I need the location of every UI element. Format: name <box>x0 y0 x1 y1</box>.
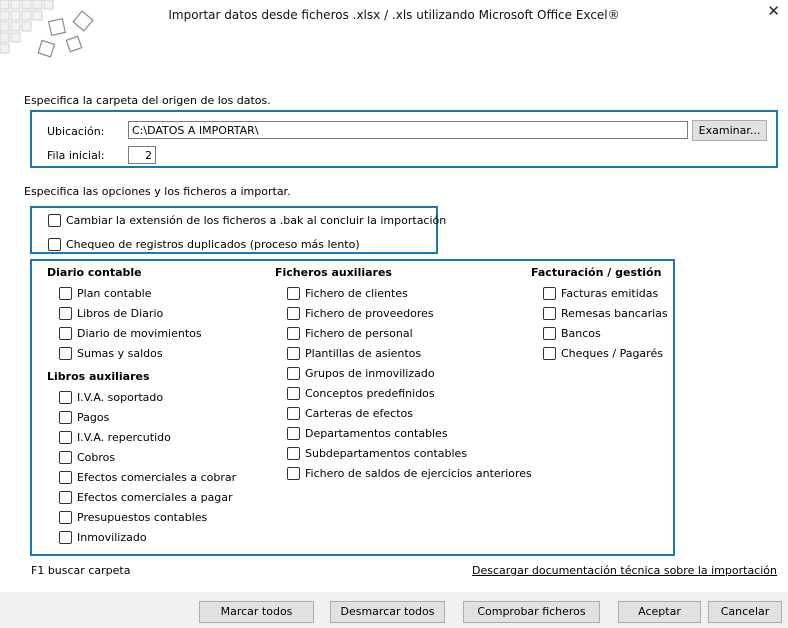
file-item[interactable] <box>287 283 532 303</box>
unmark-all-button[interactable]: Desmarcar todos <box>330 601 445 623</box>
file-label: Fichero de personal <box>305 326 413 340</box>
options-section-label: Especifica las opciones y los ficheros a importar. <box>24 185 291 198</box>
file-item[interactable] <box>287 303 532 323</box>
checkbox[interactable] <box>59 491 72 504</box>
files-group <box>30 259 675 556</box>
checkbox[interactable] <box>59 307 72 320</box>
file-item[interactable] <box>287 323 532 343</box>
file-item[interactable] <box>59 427 236 447</box>
libros-title: Libros auxiliares <box>47 370 150 383</box>
checkbox[interactable] <box>48 238 61 251</box>
option-check-duplicates[interactable] <box>48 234 436 254</box>
column-ficheros <box>275 263 532 483</box>
file-label: Plantillas de asientos <box>305 346 422 360</box>
start-row-input[interactable] <box>128 146 156 164</box>
checkbox[interactable] <box>287 427 300 440</box>
checkbox[interactable] <box>59 431 72 444</box>
location-input[interactable] <box>128 121 688 139</box>
checkbox[interactable] <box>287 327 300 340</box>
ficheros-title: Ficheros auxiliares <box>275 266 392 279</box>
checkbox[interactable] <box>543 347 556 360</box>
file-label: I.V.A. soportado <box>77 390 164 404</box>
checkbox[interactable] <box>543 327 556 340</box>
file-label: Subdepartamentos contables <box>305 446 468 460</box>
checkbox[interactable] <box>287 407 300 420</box>
checkbox[interactable] <box>287 387 300 400</box>
file-item[interactable] <box>543 323 668 343</box>
close-icon[interactable]: ✕ <box>767 2 780 20</box>
file-label: Presupuestos contables <box>77 510 208 524</box>
checkbox[interactable] <box>59 531 72 544</box>
origin-group <box>30 110 778 168</box>
checkbox[interactable] <box>287 307 300 320</box>
checkbox[interactable] <box>287 367 300 380</box>
file-label: Sumas y saldos <box>77 346 163 360</box>
file-item[interactable] <box>287 463 532 483</box>
checkbox[interactable] <box>59 411 72 424</box>
file-label: Fichero de saldos de ejercicios anteriores <box>305 466 532 480</box>
file-item[interactable] <box>59 407 236 427</box>
file-item[interactable] <box>287 343 532 363</box>
file-label: Plan contable <box>77 286 152 300</box>
checkbox[interactable] <box>543 287 556 300</box>
browse-button[interactable]: Examinar... <box>692 120 767 141</box>
doc-download-link[interactable]: Descargar documentación técnica sobre la importación <box>472 564 777 577</box>
checkbox[interactable] <box>287 467 300 480</box>
file-label: Inmovilizado <box>77 530 147 544</box>
option-label: Chequeo de registros duplicados (proceso más lento) <box>66 237 360 251</box>
file-item[interactable] <box>59 387 236 407</box>
checkbox[interactable] <box>287 347 300 360</box>
checkbox[interactable] <box>59 327 72 340</box>
file-item[interactable] <box>543 283 668 303</box>
file-label: Remesas bancarias <box>561 306 668 320</box>
checkbox[interactable] <box>59 511 72 524</box>
file-item[interactable] <box>59 447 236 467</box>
checkbox[interactable] <box>59 347 72 360</box>
column-diario <box>47 263 236 547</box>
checkbox[interactable] <box>287 447 300 460</box>
window-title: Importar datos desde ficheros .xlsx / .xls utilizando Microsoft Office Excel® <box>168 8 620 22</box>
file-item[interactable] <box>287 403 532 423</box>
file-item[interactable] <box>59 527 236 547</box>
checkbox[interactable] <box>48 214 61 227</box>
mark-all-button[interactable]: Marcar todos <box>199 601 314 623</box>
file-item[interactable] <box>287 383 532 403</box>
file-label: Departamentos contables <box>305 426 448 440</box>
f1-hint: F1 buscar carpeta <box>31 564 131 577</box>
checkbox[interactable] <box>59 451 72 464</box>
button-bar <box>0 592 788 628</box>
file-label: Libros de Diario <box>77 306 164 320</box>
file-label: Fichero de proveedores <box>305 306 434 320</box>
option-label: Cambiar la extensión de los ficheros a .bak al concluir la importación <box>66 213 447 227</box>
file-item[interactable] <box>59 467 236 487</box>
checkbox[interactable] <box>59 287 72 300</box>
options-group <box>30 206 447 254</box>
file-label: Bancos <box>561 326 601 340</box>
file-label: Fichero de clientes <box>305 286 408 300</box>
file-label: Pagos <box>77 410 110 424</box>
file-item[interactable] <box>59 507 236 527</box>
file-item[interactable] <box>59 283 236 303</box>
file-label: Cobros <box>77 450 116 464</box>
file-item[interactable] <box>59 343 236 363</box>
start-row-label: Fila inicial: <box>47 149 105 162</box>
file-label: Facturas emitidas <box>561 286 659 300</box>
checkbox[interactable] <box>59 471 72 484</box>
file-label: Cheques / Pagarés <box>561 346 663 360</box>
file-label: Efectos comerciales a pagar <box>77 490 233 504</box>
file-item[interactable] <box>59 303 236 323</box>
file-item[interactable] <box>543 343 668 363</box>
diario-title: Diario contable <box>47 266 142 279</box>
cancel-button[interactable]: Cancelar <box>708 601 782 623</box>
checkbox[interactable] <box>543 307 556 320</box>
file-item[interactable] <box>287 363 532 383</box>
accept-button[interactable]: Aceptar <box>618 601 701 623</box>
file-item[interactable] <box>287 423 532 443</box>
file-item[interactable] <box>543 303 668 323</box>
file-label: Efectos comerciales a cobrar <box>77 470 237 484</box>
file-item[interactable] <box>59 323 236 343</box>
check-files-button[interactable]: Comprobar ficheros <box>463 601 600 623</box>
origin-section-label: Especifica la carpeta del origen de los datos. <box>24 94 271 107</box>
file-item[interactable] <box>287 443 532 463</box>
file-label: Diario de movimientos <box>77 326 202 340</box>
file-item[interactable] <box>59 487 236 507</box>
option-rename-bak[interactable] <box>48 210 447 230</box>
facturacion-title: Facturación / gestión <box>531 266 662 279</box>
file-label: I.V.A. repercutido <box>77 430 171 444</box>
file-label: Grupos de inmovilizado <box>305 366 435 380</box>
checkbox[interactable] <box>287 287 300 300</box>
file-label: Carteras de efectos <box>305 406 413 420</box>
column-facturacion <box>531 263 668 363</box>
location-label: Ubicación: <box>47 125 105 138</box>
checkbox[interactable] <box>59 391 72 404</box>
file-label: Conceptos predefinidos <box>305 386 435 400</box>
